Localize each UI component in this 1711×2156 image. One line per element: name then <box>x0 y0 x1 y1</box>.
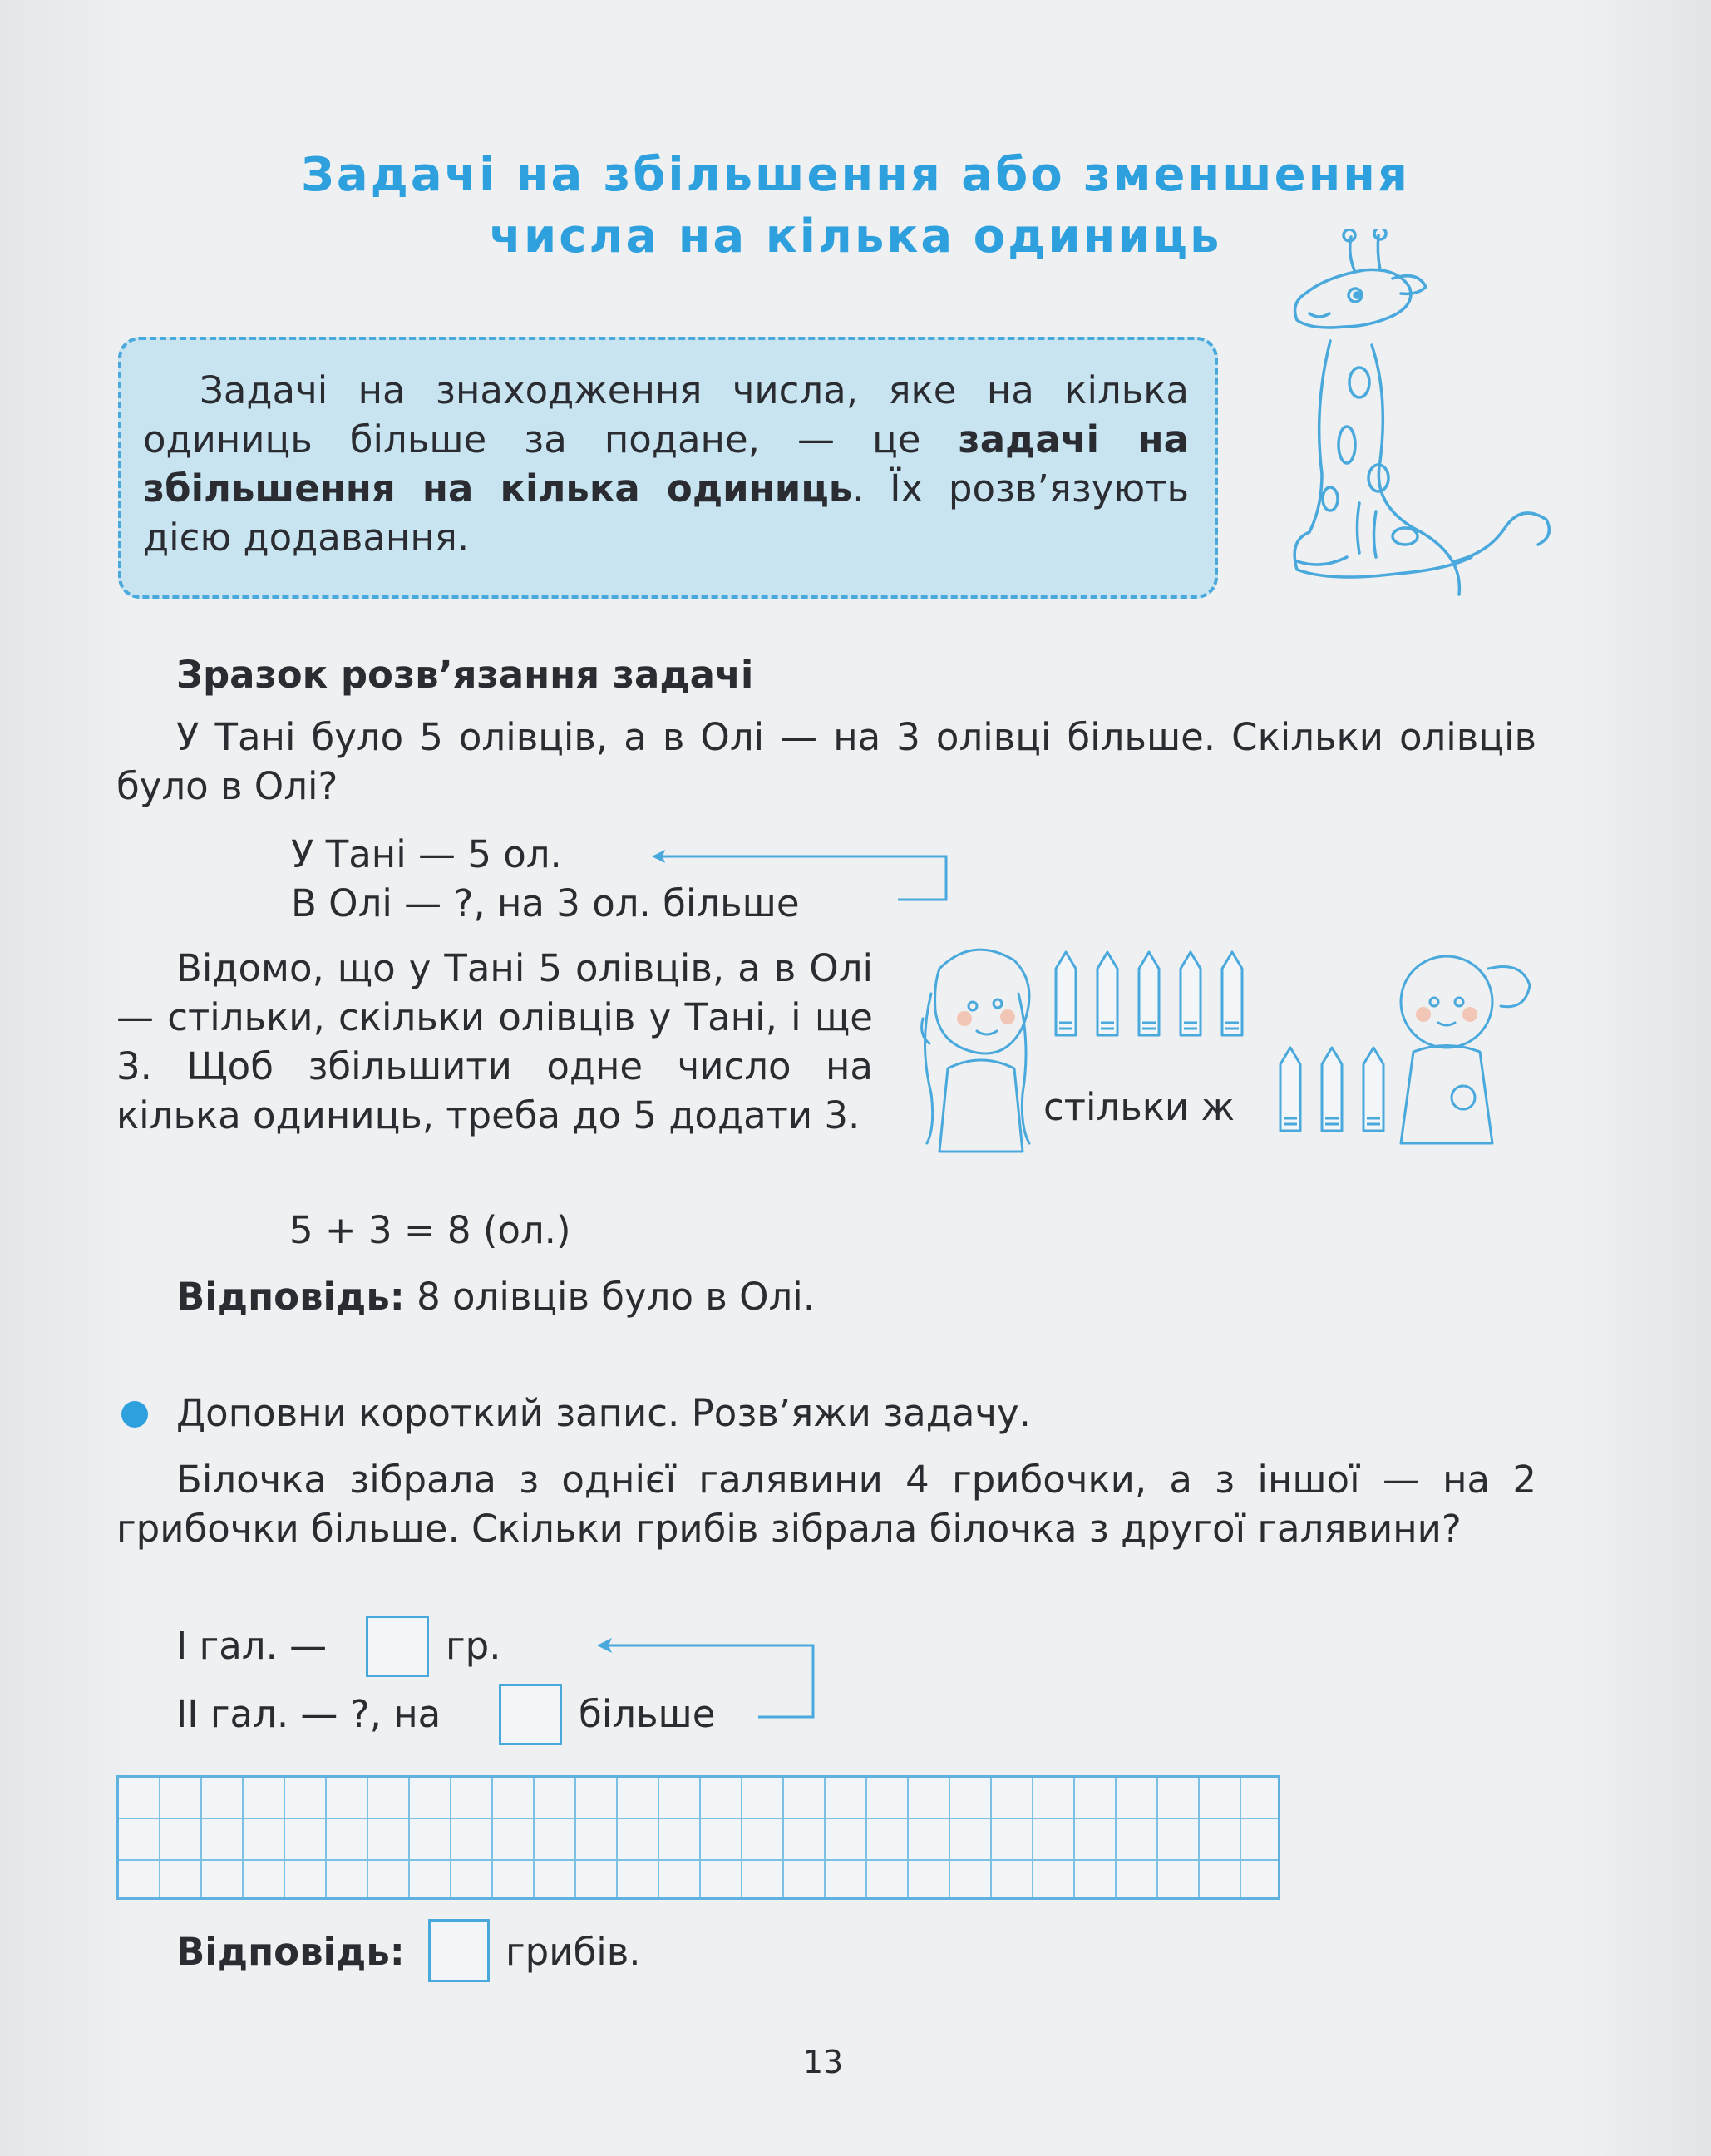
example-answer-text: 8 олівців було в Олі. <box>417 1275 816 1319</box>
rule-text-part1: Задачі на знаходження числа, яке на кількa одиниць більше за подане, — це <box>143 368 1189 461</box>
giraffe-illustration <box>1280 229 1555 611</box>
rule-text-bold: задачі на збільшення на кілька одиниць <box>143 417 1189 511</box>
page-title-line1: Задачі на збільшення або зменшення <box>301 148 1410 202</box>
exercise-instruction: Доповни короткий запис. Розв’яжи задачу. <box>176 1391 1031 1435</box>
exercise-line1-suffix: гр. <box>446 1624 501 1668</box>
example-answer-label: Відповідь: <box>176 1275 405 1319</box>
example-problem: У Тані було 5 олівців, а в Олі — на 3 олівці більше. Скільки олівців було в Олі? <box>116 715 1536 808</box>
example-short-line2: В Олі — ?, на 3 ол. більше <box>291 881 800 925</box>
example-arrow <box>648 840 952 910</box>
exercise-answer-label: Відповідь: <box>176 1930 405 1974</box>
rule-text <box>143 366 1189 562</box>
exercise-line1-prefix: І гал. — <box>176 1624 328 1668</box>
exercise-line2-suffix: більше <box>579 1692 716 1736</box>
exercise-answer-suffix: грибів. <box>505 1930 641 1974</box>
answer-box-difference[interactable] <box>499 1684 562 1745</box>
example-equation: 5 + 3 = 8 (ол.) <box>289 1208 571 1252</box>
exercise-line2-prefix: ІІ гал. — ?, на <box>176 1692 441 1736</box>
example-short-line1: У Тані — 5 ол. <box>291 832 562 876</box>
page-title-line2: числа на кілька одиниць <box>489 210 1222 264</box>
answer-box-result[interactable] <box>428 1919 490 1982</box>
rule-text-part2: . Їх розв’язують дією додавання. <box>143 466 1189 560</box>
work-grid[interactable] <box>116 1775 1280 1900</box>
picture-caption: стільки ж <box>1043 1085 1235 1129</box>
exercise-problem: Білочка зібрала з однієї галявини 4 грибочки, а з іншої — на 2 грибочки більше. Скільки грибів зібрала білочка з другої галявини? <box>116 1458 1536 1551</box>
answer-box-first-glade[interactable] <box>366 1616 429 1677</box>
example-heading: Зразок розв’язання задачі <box>176 653 754 697</box>
example-explanation: Відомо, що у Тані 5 олівців, а в Олі — стільки, скільки олівців у Тані, і ще 3. Щоб збільшити одне число на кілька одиниць, треба до 5 додати 3. <box>116 946 873 1137</box>
example-answer <box>176 1272 815 1321</box>
exercise-arrow <box>590 1626 819 1729</box>
page-number: 13 <box>802 2044 844 2080</box>
bullet-dot <box>121 1401 148 1428</box>
